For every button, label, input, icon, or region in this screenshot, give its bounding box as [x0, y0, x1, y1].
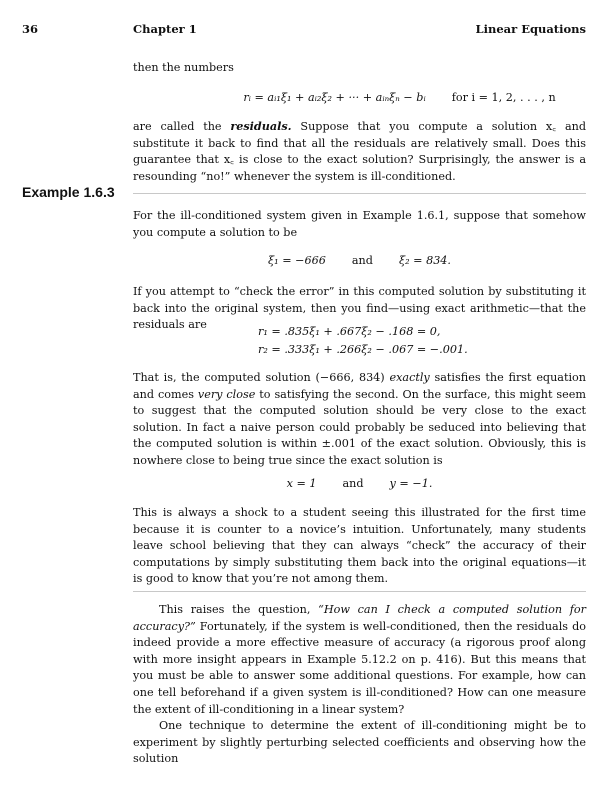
residual-values	[258, 323, 468, 359]
example-top-rule	[133, 193, 586, 194]
page-number: 36	[22, 22, 39, 36]
example-paragraph-4: This is always a shock to a student seeing this illustrated for the first time because it is counter to a novice’s intuition. Unfortunately, many students leave school believing that they can always “check” the accuracy of their computations by simply substituting them back into the original equations—it is good to know that you’re not among them.	[133, 506, 586, 586]
residual-1: r₁ = .835ξ₁ + .667ξ₂ − .168 = 0,	[258, 325, 441, 338]
computed-solution-equation: ξ₁ = −666 and ξ₂ = 834.	[268, 254, 451, 267]
running-title: Linear Equations	[475, 22, 586, 36]
example-label: Example 1.6.3	[22, 184, 115, 200]
example-paragraph-2: If you attempt to “check the error” in this computed solution by substituting it back into the original system, then you find—using exact arithmetic—that the residuals are	[133, 285, 586, 332]
residual-equation: rᵢ = aᵢ₁ξ₁ + aᵢ₂ξ₂ + ··· + aᵢₙξₙ − bᵢ for i = 1, 2, . . . , n	[243, 91, 556, 104]
intro-paragraph: are called the residuals. Suppose that you compute a solution x꜀ and substitute it back to find that all the residuals are relatively small. Does this guarantee that x꜀ is close to the exact solution? Surprisingly, the answer is a resounding “no!” whenever the system is ill-conditioned.	[133, 119, 586, 183]
chapter-label: Chapter 1	[133, 22, 197, 36]
after-paragraph-1: This raises the question, “How can I check a computed solution for accuracy?” Fortunately, if the system is well-conditioned, then the residuals do indeed provide a more effective measure of accuracy (a rigorous proof along with more insight appears in Example 5.12.2 on p. 416). But this means that you must be able to answer some additional questions. For example, how can one tell beforehand if a given system is ill-conditioned? How can one measure the extent of ill-conditioning in a linear system? One technique to determine the extent of ill-conditioning might be to experiment by slightly perturbing selected coefficients and observing how the solution	[133, 602, 586, 768]
example-paragraph-3: That is, the computed solution (−666, 834) exactly satisfies the first equation and comes very close to satisfying the second. On the surface, this might seem to suggest that the computed solution should be very close to the exact solution. In fact a naive person could probably be seduced into believing that the computed solution is within ±.001 of the exact solution. Obviously, this is nowhere close to being true since the exact solution is	[133, 371, 587, 467]
residuals-term: residuals.	[230, 119, 292, 133]
exact-solution-equation: x = 1 and y = −1.	[286, 477, 433, 490]
example-paragraph-1: For the ill-conditioned system given in Example 1.6.1, suppose that somehow you compute a solution to be	[133, 209, 586, 239]
after-paragraph-2: One technique to determine the extent of ill-conditioning might be to experiment by slightly perturbing selected coefficients and observing how the solution	[133, 719, 586, 766]
residual-2: r₂ = .333ξ₁ + .266ξ₂ − .067 = −.001.	[258, 343, 468, 356]
intro-lead: then the numbers	[133, 61, 234, 74]
example-bottom-rule	[133, 591, 586, 592]
